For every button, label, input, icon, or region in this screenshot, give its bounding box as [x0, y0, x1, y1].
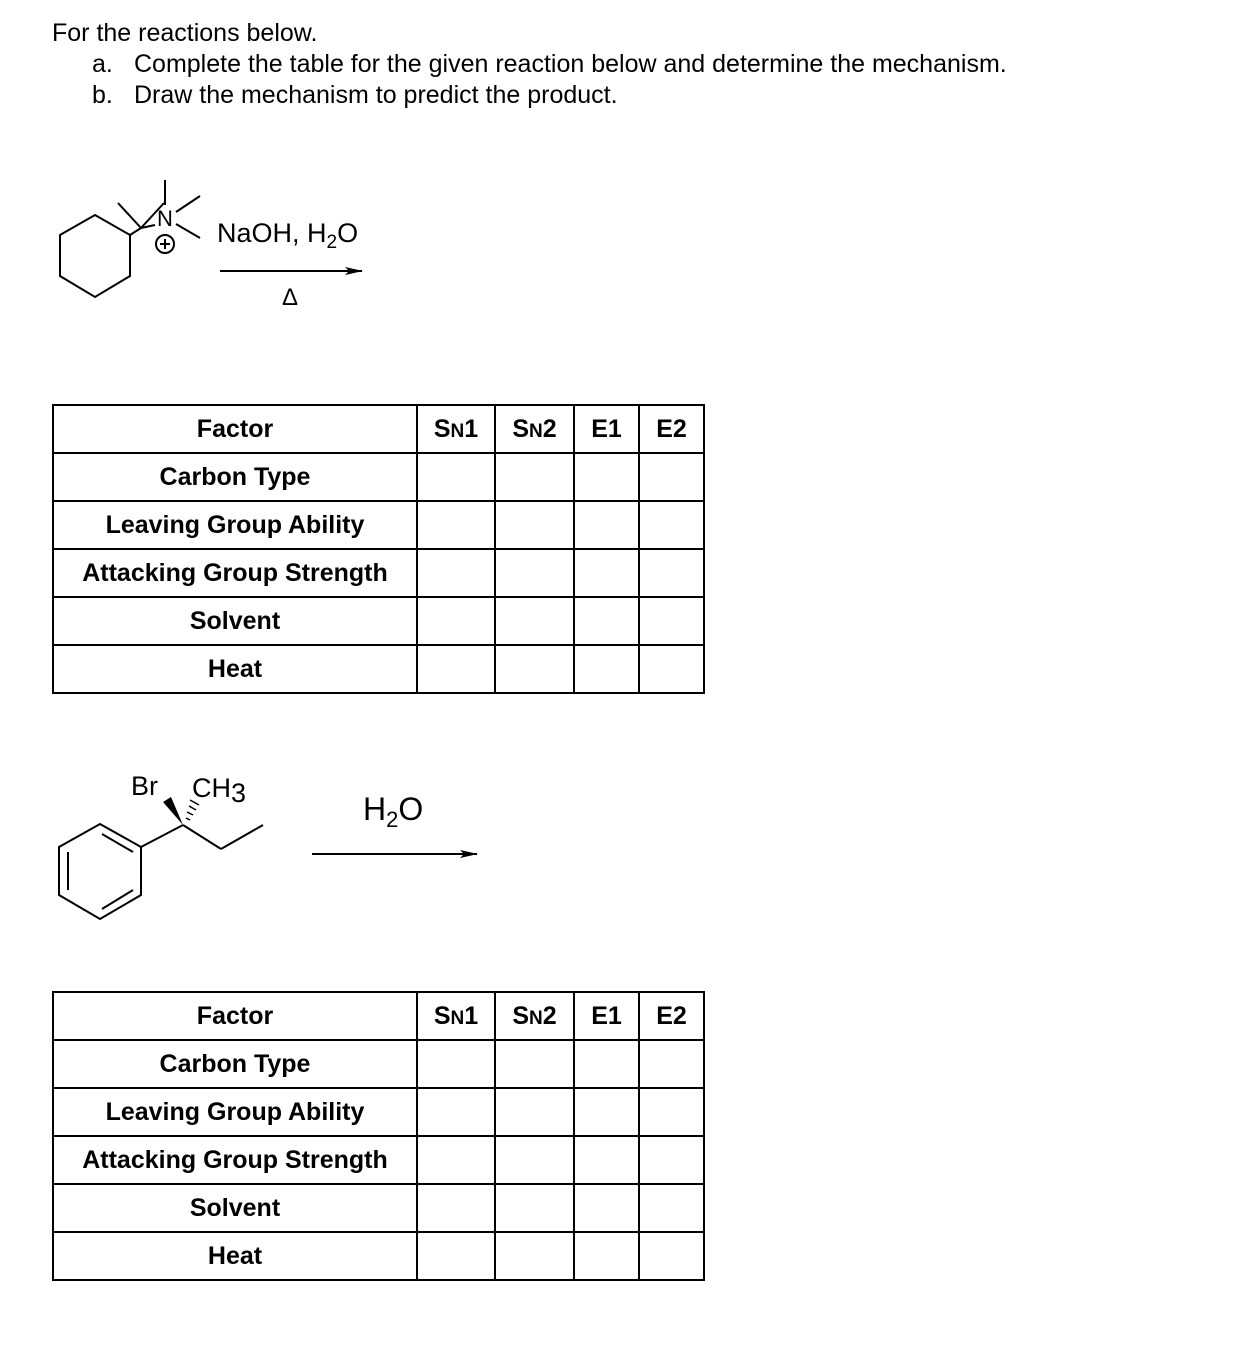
benzene-double-bond-2	[102, 890, 133, 909]
table-row	[53, 453, 704, 501]
factor-label: Carbon Type	[53, 453, 417, 501]
e2-header: E2	[639, 405, 704, 453]
instructions-intro: For the reactions below.	[52, 19, 318, 47]
reagent-main: NaOH, H	[217, 218, 327, 248]
table-row	[53, 1184, 704, 1232]
bond-n-methyl-right-up	[176, 196, 200, 212]
table-row	[53, 1136, 704, 1184]
e1-answer-cell[interactable]	[574, 1232, 639, 1280]
bond-ethyl-2	[221, 825, 263, 849]
instruction-marker: b.	[92, 81, 113, 109]
bond-ring-to-quaternary-carbon	[130, 228, 141, 235]
sn1-answer-cell[interactable]	[417, 501, 495, 549]
hashed-bond-2	[187, 812, 193, 815]
e1-answer-cell[interactable]	[574, 1088, 639, 1136]
sn1-answer-cell[interactable]	[417, 1232, 495, 1280]
e1-answer-cell[interactable]	[574, 1040, 639, 1088]
factor-label: Attacking Group Strength	[53, 1136, 417, 1184]
sn1-answer-cell[interactable]	[417, 597, 495, 645]
sn2-answer-cell[interactable]	[495, 549, 574, 597]
bond-methyl-a	[118, 203, 141, 228]
reaction-1-scheme	[0, 0, 1258, 400]
methyl-group-label: CH3	[192, 773, 247, 808]
sn1-answer-cell[interactable]	[417, 1136, 495, 1184]
factor-label: Attacking Group Strength	[53, 549, 417, 597]
mechanism-table-2	[52, 991, 705, 1281]
e2-answer-cell[interactable]	[639, 1040, 704, 1088]
instruction-marker: a.	[92, 50, 113, 78]
e2-answer-cell[interactable]	[639, 1136, 704, 1184]
bond-ethyl-1	[183, 825, 221, 849]
e1-answer-cell[interactable]	[574, 1136, 639, 1184]
reaction-1-reagent	[217, 218, 358, 253]
e1-answer-cell[interactable]	[574, 645, 639, 693]
reaction-2-reagent: $H_2O$	[363, 791, 424, 832]
factor-label: Solvent	[53, 1184, 417, 1232]
cyclohexane-ring	[60, 215, 130, 297]
e2-answer-cell[interactable]	[639, 1184, 704, 1232]
sn1-answer-cell[interactable]	[417, 1040, 495, 1088]
benzene-ring	[59, 824, 141, 919]
sn1-answer-cell[interactable]	[417, 1088, 495, 1136]
e2-header: E2	[639, 992, 704, 1040]
sn2-answer-cell[interactable]	[495, 1184, 574, 1232]
heat-condition: Δ	[282, 284, 299, 311]
sn1-answer-cell[interactable]	[417, 1184, 495, 1232]
e2-answer-cell[interactable]	[639, 501, 704, 549]
factor-label: Heat	[53, 645, 417, 693]
sn2-answer-cell[interactable]	[495, 1232, 574, 1280]
factor-header: Factor	[53, 992, 417, 1040]
factor-label: Carbon Type	[53, 1040, 417, 1088]
e1-header: E1	[574, 992, 639, 1040]
table-header-row	[53, 992, 704, 1040]
factor-label: Solvent	[53, 597, 417, 645]
table-header-row	[53, 405, 704, 453]
reaction-2-scheme	[0, 740, 1258, 970]
table-row	[53, 1232, 704, 1280]
e2-answer-cell[interactable]	[639, 645, 704, 693]
mechanism-table-1	[52, 404, 705, 694]
reagent-tail: O	[337, 218, 359, 248]
e2-answer-cell[interactable]	[639, 1088, 704, 1136]
sn1-header: SN1	[417, 405, 495, 453]
e1-header: E1	[574, 405, 639, 453]
sn2-answer-cell[interactable]	[495, 597, 574, 645]
sn2-answer-cell[interactable]	[495, 453, 574, 501]
sn2-answer-cell[interactable]	[495, 645, 574, 693]
bond-n-methyl-right-down	[176, 224, 200, 238]
nitrogen-atom-label: N	[157, 206, 173, 231]
bond-ring-to-stereocenter	[141, 825, 183, 847]
factor-label: Leaving Group Ability	[53, 1088, 417, 1136]
instruction-text: Complete the table for the given reaction below and determine the mechanism.	[134, 50, 1007, 78]
sn2-answer-cell[interactable]	[495, 1136, 574, 1184]
sn2-answer-cell[interactable]	[495, 1088, 574, 1136]
bromine-atom-label: Br	[131, 771, 158, 801]
e1-answer-cell[interactable]	[574, 1184, 639, 1232]
sn2-answer-cell[interactable]	[495, 1040, 574, 1088]
factor-header: Factor	[53, 405, 417, 453]
e2-answer-cell[interactable]	[639, 549, 704, 597]
factor-label: Leaving Group Ability	[53, 501, 417, 549]
sn1-answer-cell[interactable]	[417, 549, 495, 597]
table-row	[53, 1040, 704, 1088]
e1-answer-cell[interactable]	[574, 453, 639, 501]
benzene-double-bond-1	[102, 834, 133, 852]
wedge-bond-to-br	[163, 797, 183, 825]
sn2-header: SN2	[495, 405, 574, 453]
table-row	[53, 549, 704, 597]
hashed-bond-3	[189, 806, 196, 810]
sn2-answer-cell[interactable]	[495, 501, 574, 549]
hashed-bond-1	[186, 818, 190, 820]
sn1-header: SN1	[417, 992, 495, 1040]
e1-answer-cell[interactable]	[574, 549, 639, 597]
table-row	[53, 597, 704, 645]
table-row	[53, 501, 704, 549]
e1-answer-cell[interactable]	[574, 501, 639, 549]
factor-label: Heat	[53, 1232, 417, 1280]
table-row	[53, 1088, 704, 1136]
e1-answer-cell[interactable]	[574, 597, 639, 645]
sn2-header: SN2	[495, 992, 574, 1040]
reagent-subscript: 2	[326, 232, 338, 253]
instruction-text: Draw the mechanism to predict the product.	[134, 81, 618, 109]
e2-answer-cell[interactable]	[639, 453, 704, 501]
sn1-answer-cell[interactable]	[417, 645, 495, 693]
e2-answer-cell[interactable]	[639, 1232, 704, 1280]
cyclohexyl-trimethylammonium-structure	[60, 180, 200, 297]
table-row	[53, 645, 704, 693]
sn1-answer-cell[interactable]	[417, 453, 495, 501]
e2-answer-cell[interactable]	[639, 597, 704, 645]
bromo-phenylbutane-structure	[59, 800, 263, 919]
